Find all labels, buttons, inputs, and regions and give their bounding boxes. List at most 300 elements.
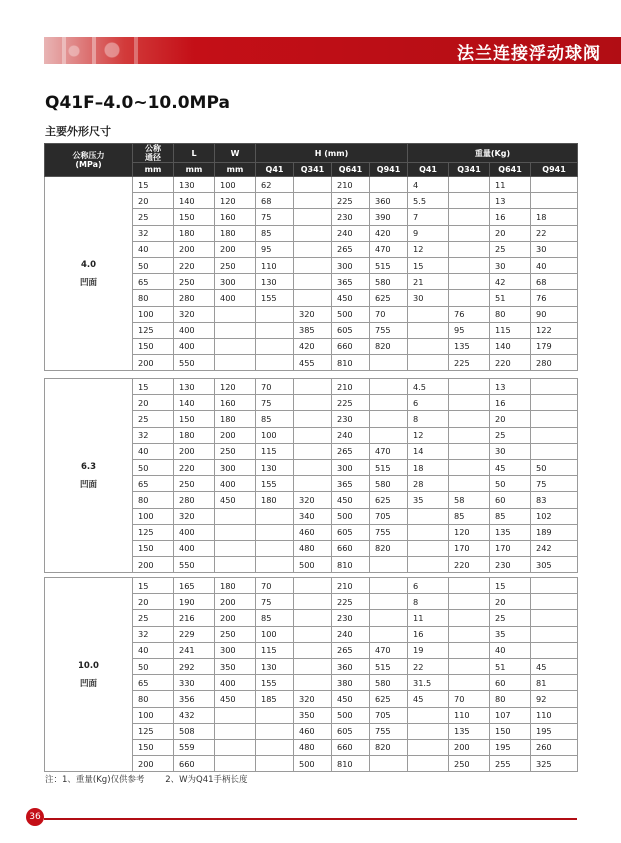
table-cell: 280 [174, 290, 215, 306]
table-cell: 200 [215, 610, 256, 626]
table-cell: 225 [332, 395, 370, 411]
table-cell: 450 [332, 290, 370, 306]
table-cell [408, 338, 449, 354]
table-cell: 180 [174, 225, 215, 241]
table-cell: 160 [215, 395, 256, 411]
table-cell [531, 594, 578, 610]
table-cell: 810 [332, 355, 370, 371]
table-cell: 76 [449, 306, 490, 322]
table-cell: 20 [490, 411, 531, 427]
table-cell [449, 177, 490, 193]
table-cell [215, 540, 256, 556]
table-cell: 242 [531, 540, 578, 556]
header-h-model: Q341 [294, 163, 332, 177]
table-cell [408, 540, 449, 556]
table-cell [370, 427, 408, 443]
table-cell: 305 [531, 557, 578, 573]
table-cell [449, 626, 490, 642]
table-cell: 605 [332, 723, 370, 739]
table-cell: 155 [256, 290, 294, 306]
table-cell: 80 [133, 492, 174, 508]
table-cell [294, 225, 332, 241]
table-cell: 265 [332, 241, 370, 257]
table-cell [370, 379, 408, 395]
table-cell: 75 [531, 476, 578, 492]
table-cell: 9 [408, 225, 449, 241]
table-cell: 125 [133, 723, 174, 739]
table-cell [449, 594, 490, 610]
header-unit: mm [133, 163, 174, 177]
table-cell: 210 [332, 578, 370, 594]
table-cell: 4 [408, 177, 449, 193]
table-cell [449, 578, 490, 594]
table-cell: 60 [490, 492, 531, 508]
table-cell [408, 756, 449, 772]
table-cell: 365 [332, 476, 370, 492]
table-cell: 30 [408, 290, 449, 306]
footnote-2: 2、W为Q41手柄长度 [165, 775, 248, 785]
table-cell: 480 [294, 540, 332, 556]
table-cell: 225 [332, 193, 370, 209]
table-cell: 550 [174, 355, 215, 371]
table-cell [294, 427, 332, 443]
table-cell [370, 610, 408, 626]
table-cell [449, 443, 490, 459]
table-cell [294, 209, 332, 225]
table-cell: 20 [133, 395, 174, 411]
table-cell: 15 [408, 257, 449, 273]
table-cell: 16 [490, 395, 531, 411]
table-cell: 125 [133, 322, 174, 338]
table-cell: 480 [294, 739, 332, 755]
table-cell: 15 [133, 177, 174, 193]
table-cell: 300 [215, 459, 256, 475]
table-cell: 115 [256, 642, 294, 658]
header-h-model: Q941 [370, 163, 408, 177]
table-cell: 135 [449, 723, 490, 739]
table-cell [449, 257, 490, 273]
table-cell: 40 [531, 257, 578, 273]
table-cell [215, 322, 256, 338]
table-cell: 660 [174, 756, 215, 772]
header-dn [133, 144, 174, 163]
table-cell: 450 [215, 492, 256, 508]
table-cell: 150 [133, 338, 174, 354]
table-cell: 550 [174, 557, 215, 573]
table-cell: 140 [174, 395, 215, 411]
table-cell: 90 [531, 306, 578, 322]
table-cell: 380 [332, 675, 370, 691]
table-cell [408, 739, 449, 755]
table-cell [294, 443, 332, 459]
table-cell [256, 723, 294, 739]
table-cell [294, 257, 332, 273]
table-cell: 68 [256, 193, 294, 209]
header-w-text: W [230, 148, 240, 158]
table-cell [215, 338, 256, 354]
table-cell: 107 [490, 707, 531, 723]
table-cell: 65 [133, 274, 174, 290]
table-cell: 65 [133, 675, 174, 691]
table-cell: 400 [174, 524, 215, 540]
table-cell [449, 459, 490, 475]
pressure-cell [45, 578, 133, 772]
table-cell: 350 [215, 658, 256, 674]
header-weight-text: 重量(Kg) [474, 148, 511, 158]
section-subtitle: 主要外形尺寸 [45, 125, 111, 138]
table-cell: 83 [531, 492, 578, 508]
table-cell: 40 [133, 642, 174, 658]
table-cell: 820 [370, 540, 408, 556]
table-cell [531, 411, 578, 427]
table-cell: 470 [370, 642, 408, 658]
table-cell: 28 [408, 476, 449, 492]
table-cell: 820 [370, 739, 408, 755]
table-cell: 6 [408, 578, 449, 594]
header-h-model: Q41 [256, 163, 294, 177]
table-cell: 580 [370, 675, 408, 691]
table-cell [370, 756, 408, 772]
table-cell: 100 [256, 427, 294, 443]
table-row [45, 177, 578, 193]
table-cell [408, 306, 449, 322]
table-cell: 125 [133, 524, 174, 540]
table-cell: 130 [174, 379, 215, 395]
table-cell: 8 [408, 594, 449, 610]
table-cell: 32 [133, 626, 174, 642]
table-cell [449, 379, 490, 395]
table-cell: 180 [215, 578, 256, 594]
table-cell: 165 [174, 578, 215, 594]
table-cell: 20 [133, 594, 174, 610]
table-cell: 189 [531, 524, 578, 540]
pressure-cell [45, 177, 133, 371]
table-cell: 15 [133, 578, 174, 594]
table-cell: 140 [174, 193, 215, 209]
table-cell: 60 [490, 675, 531, 691]
table-cell: 250 [174, 476, 215, 492]
table-cell: 340 [294, 508, 332, 524]
page-number: 36 [26, 808, 44, 826]
table-cell: 32 [133, 225, 174, 241]
table-cell: 400 [215, 675, 256, 691]
table-cell: 280 [531, 355, 578, 371]
table-cell: 220 [174, 459, 215, 475]
table-cell: 122 [531, 322, 578, 338]
header-l [174, 144, 215, 163]
table-cell: 100 [215, 177, 256, 193]
table-cell: 110 [256, 257, 294, 273]
table-cell: 40 [490, 642, 531, 658]
table-cell: 210 [332, 177, 370, 193]
table-cell [370, 626, 408, 642]
table-cell: 58 [449, 492, 490, 508]
table-cell: 500 [294, 756, 332, 772]
table-cell: 265 [332, 443, 370, 459]
table-cell [215, 557, 256, 573]
table-cell: 185 [256, 691, 294, 707]
table-cell [408, 508, 449, 524]
table-cell: 150 [174, 209, 215, 225]
table-cell: 320 [174, 306, 215, 322]
table-cell: 195 [531, 723, 578, 739]
header-w [215, 144, 256, 163]
table-cell [256, 355, 294, 371]
table-cell: 240 [332, 626, 370, 642]
table-cell [449, 427, 490, 443]
valve-graphic [44, 37, 194, 64]
table-cell [294, 177, 332, 193]
table-cell: 225 [332, 594, 370, 610]
table-cell: 605 [332, 322, 370, 338]
table-cell: 400 [174, 322, 215, 338]
footer-line [44, 818, 577, 820]
face-type: 凹面 [79, 678, 97, 689]
table-cell [408, 524, 449, 540]
table-cell [370, 177, 408, 193]
table-cell [256, 524, 294, 540]
table-cell: 120 [215, 193, 256, 209]
table-cell [449, 411, 490, 427]
table-cell: 660 [332, 739, 370, 755]
table-cell: 325 [531, 756, 578, 772]
table-cell: 320 [294, 306, 332, 322]
table-cell: 660 [332, 540, 370, 556]
table-cell [449, 610, 490, 626]
table-cell: 170 [449, 540, 490, 556]
table-cell: 4.5 [408, 379, 449, 395]
table-cell [294, 411, 332, 427]
table-cell: 180 [174, 427, 215, 443]
table-cell: 229 [174, 626, 215, 642]
table-cell: 20 [490, 594, 531, 610]
table-cell: 470 [370, 443, 408, 459]
table-cell: 420 [370, 225, 408, 241]
table-cell: 195 [490, 739, 531, 755]
table-cell: 95 [449, 322, 490, 338]
table-cell: 250 [215, 443, 256, 459]
table-cell: 420 [294, 338, 332, 354]
table-cell [449, 241, 490, 257]
table-cell [449, 209, 490, 225]
table-cell: 225 [449, 355, 490, 371]
table-cell: 7 [408, 209, 449, 225]
table-cell: 200 [215, 241, 256, 257]
table-cell: 40 [133, 443, 174, 459]
table-cell: 45 [408, 691, 449, 707]
table-cell: 75 [256, 395, 294, 411]
table-cell: 20 [133, 193, 174, 209]
pressure-value: 6.3 [80, 461, 97, 472]
table-cell: 160 [215, 209, 256, 225]
table-cell [531, 379, 578, 395]
table-cell: 155 [256, 675, 294, 691]
pressure-value: 10.0 [78, 660, 99, 671]
table-cell: 70 [256, 379, 294, 395]
table-cell: 13 [490, 379, 531, 395]
table-cell: 292 [174, 658, 215, 674]
table-cell [408, 557, 449, 573]
table-cell [294, 241, 332, 257]
table-cell: 50 [133, 459, 174, 475]
table-cell: 140 [490, 338, 531, 354]
table-cell [215, 306, 256, 322]
table-cell: 15 [133, 379, 174, 395]
table-cell: 179 [531, 338, 578, 354]
header-weight [408, 144, 578, 163]
table-cell: 130 [256, 274, 294, 290]
table-cell: 50 [133, 257, 174, 273]
table-cell: 240 [332, 225, 370, 241]
table-cell [370, 557, 408, 573]
table-cell: 220 [449, 557, 490, 573]
pressure-value: 4.0 [80, 259, 97, 270]
table-cell: 100 [133, 707, 174, 723]
table-cell: 115 [490, 322, 531, 338]
table-cell: 705 [370, 508, 408, 524]
table-cell: 25 [133, 610, 174, 626]
header-weight-model: Q341 [449, 163, 490, 177]
table-cell [531, 626, 578, 642]
table-cell [256, 508, 294, 524]
footnote-1: 注：1、重量(Kg)仅供参考 [45, 775, 145, 785]
table-cell: 70 [256, 578, 294, 594]
table-cell [215, 707, 256, 723]
table-cell: 35 [408, 492, 449, 508]
table-cell: 450 [215, 691, 256, 707]
header-unit: mm [215, 163, 256, 177]
table-cell: 320 [294, 691, 332, 707]
table-cell: 25 [490, 241, 531, 257]
table-cell [370, 395, 408, 411]
table-cell: 280 [174, 492, 215, 508]
table-cell [215, 723, 256, 739]
table-cell: 45 [490, 459, 531, 475]
header-dn-text: 公称 [145, 144, 161, 153]
table-cell [256, 540, 294, 556]
table-cell: 300 [215, 642, 256, 658]
table-cell: 250 [449, 756, 490, 772]
table-cell: 50 [133, 658, 174, 674]
table-cell: 80 [133, 290, 174, 306]
header-h-model: Q641 [332, 163, 370, 177]
table-cell [294, 379, 332, 395]
table-cell: 580 [370, 274, 408, 290]
table-cell [370, 594, 408, 610]
table-cell [531, 177, 578, 193]
table-cell: 130 [174, 177, 215, 193]
table-cell: 320 [174, 508, 215, 524]
table-cell: 150 [174, 411, 215, 427]
table-cell: 12 [408, 427, 449, 443]
table-cell [531, 427, 578, 443]
table-cell: 625 [370, 492, 408, 508]
table-cell: 250 [215, 626, 256, 642]
table-cell: 110 [449, 707, 490, 723]
table-cell: 350 [294, 707, 332, 723]
table-cell: 50 [490, 476, 531, 492]
table-cell: 15 [490, 578, 531, 594]
header-weight-model: Q641 [490, 163, 531, 177]
table-cell: 92 [531, 691, 578, 707]
table-cell: 31.5 [408, 675, 449, 691]
table-cell: 5.5 [408, 193, 449, 209]
table-cell [294, 610, 332, 626]
table-cell [531, 443, 578, 459]
table-cell: 18 [408, 459, 449, 475]
table-cell: 580 [370, 476, 408, 492]
dimension-table-4-0 [44, 143, 578, 371]
dimension-table-6-3 [44, 378, 578, 573]
table-cell: 6 [408, 395, 449, 411]
table-cell: 50 [531, 459, 578, 475]
table-cell [449, 658, 490, 674]
table-cell: 360 [370, 193, 408, 209]
table-cell: 11 [408, 610, 449, 626]
table-cell: 8 [408, 411, 449, 427]
table-cell: 12 [408, 241, 449, 257]
header-l-text: L [191, 148, 197, 158]
table-cell: 705 [370, 707, 408, 723]
table-cell: 390 [370, 209, 408, 225]
table-cell: 135 [449, 338, 490, 354]
table-cell: 450 [332, 691, 370, 707]
table-cell [256, 338, 294, 354]
table-cell: 241 [174, 642, 215, 658]
table-cell: 300 [332, 257, 370, 273]
table-cell: 75 [256, 594, 294, 610]
table-cell [294, 476, 332, 492]
table-cell [408, 322, 449, 338]
table-cell: 330 [174, 675, 215, 691]
table-cell: 20 [490, 225, 531, 241]
table-cell [408, 723, 449, 739]
table-cell: 30 [490, 257, 531, 273]
table-cell: 22 [408, 658, 449, 674]
table-cell: 45 [531, 658, 578, 674]
table-cell [256, 707, 294, 723]
table-cell: 22 [531, 225, 578, 241]
table-cell: 100 [133, 306, 174, 322]
table-row [45, 578, 578, 594]
table-cell [215, 756, 256, 772]
table-cell: 200 [174, 443, 215, 459]
table-cell: 110 [531, 707, 578, 723]
table-cell: 810 [332, 756, 370, 772]
table-cell [294, 193, 332, 209]
table-cell: 755 [370, 723, 408, 739]
table-cell: 11 [490, 177, 531, 193]
table-cell: 605 [332, 524, 370, 540]
title-banner [44, 37, 621, 64]
table-cell: 200 [449, 739, 490, 755]
table-cell: 190 [174, 594, 215, 610]
table-cell: 40 [133, 241, 174, 257]
table-cell [294, 642, 332, 658]
table-cell: 13 [490, 193, 531, 209]
table-cell: 220 [490, 355, 531, 371]
header-dn-text: 通径 [145, 153, 161, 162]
table-cell [449, 225, 490, 241]
table-cell: 25 [133, 209, 174, 225]
header-weight-model: Q41 [408, 163, 449, 177]
table-cell: 250 [215, 257, 256, 273]
table-cell: 470 [370, 241, 408, 257]
table-cell [408, 707, 449, 723]
table-cell [408, 355, 449, 371]
header-unit: mm [174, 163, 215, 177]
table-cell: 81 [531, 675, 578, 691]
